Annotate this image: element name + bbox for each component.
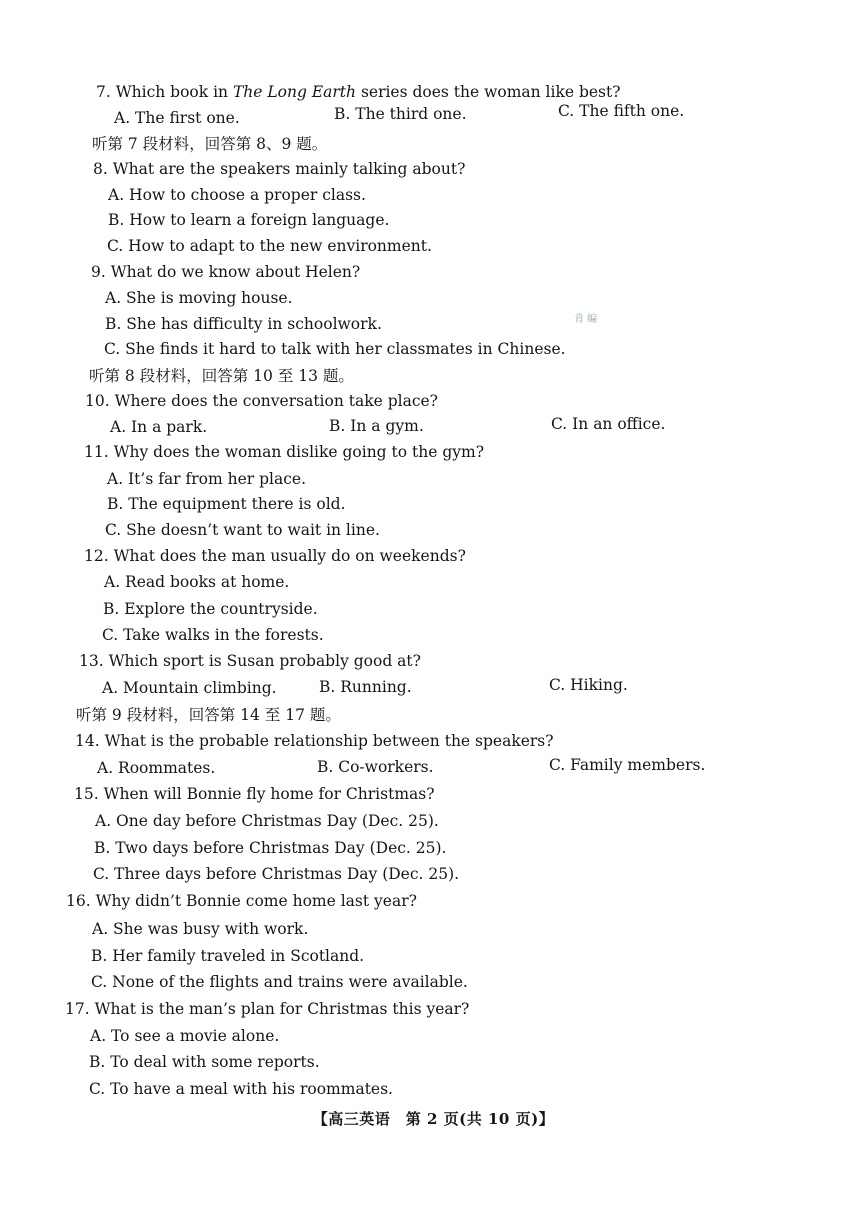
q16-option-c: C. None of the flights and trains were available. [91,973,468,991]
q10-option-a: A. In a park. [110,418,208,436]
q7-option-c: C. The fifth one. [558,102,685,120]
q15-option-b: B. Two days before Christmas Day (Dec. 25). [94,839,447,857]
question-8: 8. What are the speakers mainly talking about? [93,160,466,178]
q15-option-a: A. One day before Christmas Day (Dec. 25). [95,812,439,830]
q9-option-b: B. She has difficulty in schoolwork. [105,315,382,333]
q12-option-a: A. Read books at home. [104,573,290,591]
q12-option-b: B. Explore the countryside. [103,600,318,618]
q11-option-c: C. She doesn’t want to wait in line. [105,521,380,539]
q13-option-b: B. Running. [319,678,412,696]
question-7 [96,82,621,102]
question-17: 17. What is the man’s plan for Christmas this year? [65,1000,470,1018]
question-13: 13. Which sport is Susan probably good at? [79,652,421,670]
question-16: 16. Why didn’t Bonnie come home last year? [66,892,417,910]
section-8-heading: 听第 8 段材料，回答第 10 至 13 题。 [89,367,354,385]
book-title: The Long Earth [232,83,357,101]
q17-option-c: C. To have a meal with his roommates. [89,1080,393,1098]
q17-option-a: A. To see a movie alone. [90,1027,280,1045]
q17-option-b: B. To deal with some reports. [89,1053,320,1071]
q13-option-c: C. Hiking. [549,676,628,694]
question-12: 12. What does the man usually do on weekends? [84,547,466,565]
q14-option-c: C. Family members. [549,756,706,774]
question-7-suffix: series does the woman like best? [356,83,621,101]
question-15: 15. When will Bonnie fly home for Christmas? [74,785,435,803]
q10-option-b: B. In a gym. [329,417,424,435]
q7-option-b: B. The third one. [334,105,467,123]
q11-option-a: A. It’s far from her place. [107,470,307,488]
q8-option-b: B. How to learn a foreign language. [108,211,390,229]
question-9: 9. What do we know about Helen? [91,263,361,281]
question-14: 14. What is the probable relationship between the speakers? [75,732,554,750]
page-footer: 【高三英语 第 2 页(共 10 页)】 [312,1110,555,1128]
q14-option-a: A. Roommates. [97,759,216,777]
q7-option-a: A. The first one. [114,109,240,127]
question-7-prefix: 7. Which book in [96,83,233,101]
q11-option-b: B. The equipment there is old. [107,495,346,513]
question-10: 10. Where does the conversation take place? [85,392,438,410]
q9-option-a: A. She is moving house. [105,289,293,307]
faint-stamp: 肯 编 [574,314,598,325]
q8-option-c: C. How to adapt to the new environment. [107,237,432,255]
q14-option-b: B. Co-workers. [317,758,434,776]
section-9-heading: 听第 9 段材料，回答第 14 至 17 题。 [76,706,341,724]
question-11: 11. Why does the woman dislike going to the gym? [84,443,485,461]
q13-option-a: A. Mountain climbing. [102,679,277,697]
q16-option-b: B. Her family traveled in Scotland. [91,947,365,965]
q16-option-a: A. She was busy with work. [92,920,309,938]
q10-option-c: C. In an office. [551,415,666,433]
q9-option-c: C. She finds it hard to talk with her classmates in Chinese. [104,340,566,358]
section-7-heading: 听第 7 段材料，回答第 8、9 题。 [92,135,328,153]
q15-option-c: C. Three days before Christmas Day (Dec. 25). [93,865,460,883]
q8-option-a: A. How to choose a proper class. [108,186,366,204]
q12-option-c: C. Take walks in the forests. [102,626,324,644]
